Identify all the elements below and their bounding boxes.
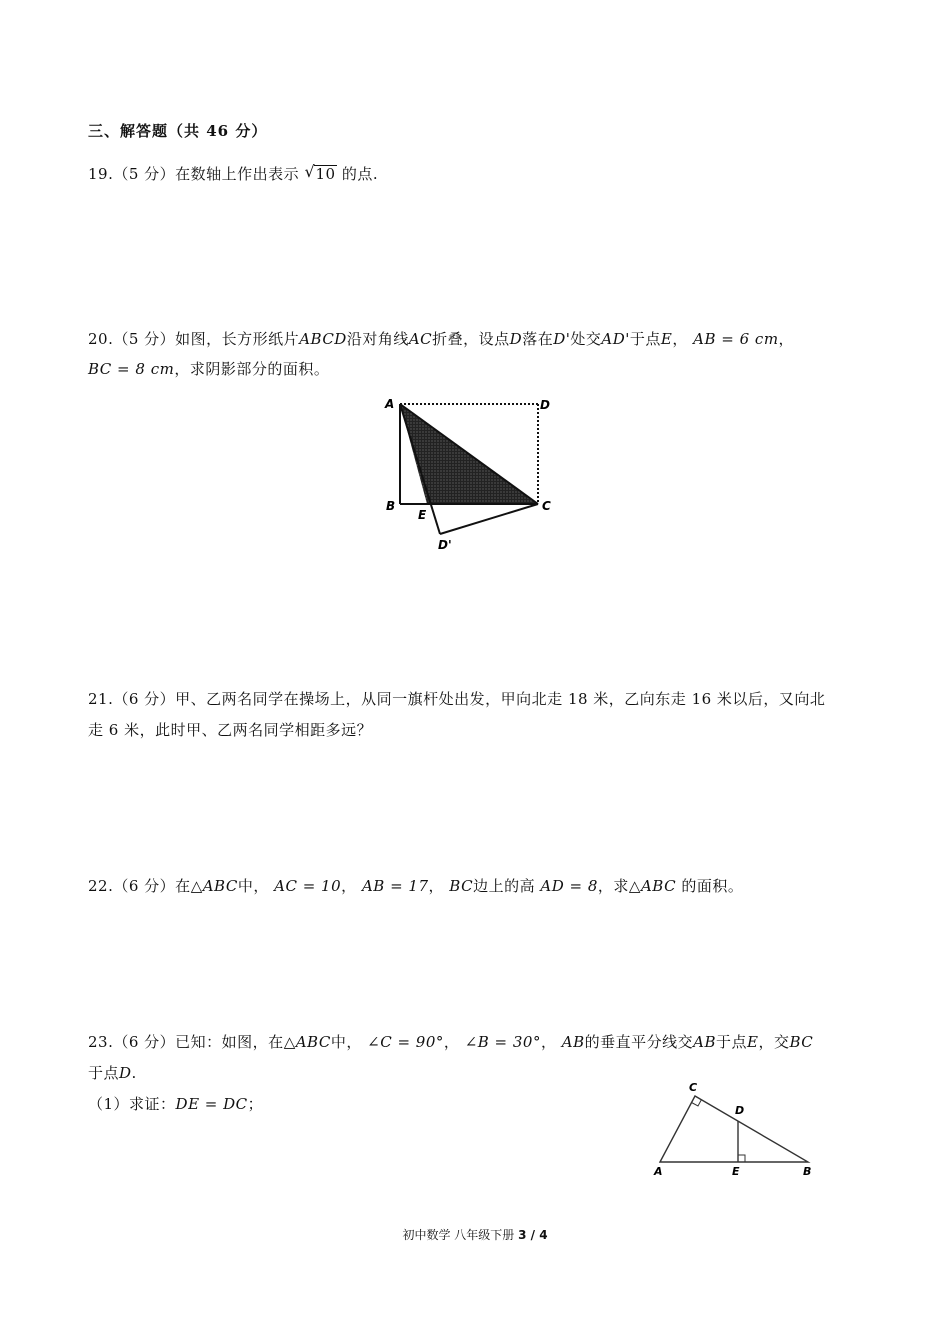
question-22: [88, 875, 743, 896]
math-d: D: [509, 330, 523, 348]
label-dprime: D': [438, 538, 452, 552]
text: 中，: [330, 1033, 362, 1051]
math-ab-eq: AB = 17: [361, 877, 429, 895]
text: ，: [443, 1033, 460, 1051]
question-20-line-2: [88, 358, 329, 379]
text: ，: [341, 877, 357, 895]
label-c: C: [542, 499, 551, 513]
math-e: E: [660, 330, 673, 348]
text: 在: [175, 877, 191, 895]
question-21-line-1: [88, 688, 825, 709]
text: （1）求证：: [88, 1095, 176, 1113]
text: ，交: [758, 1033, 790, 1051]
question-number: 19.: [88, 165, 114, 183]
question-21-line-2: [88, 719, 372, 740]
text: ，: [428, 877, 445, 895]
math-ab-eq: AB = 6 cm: [693, 330, 779, 348]
radical-sign-icon: √: [304, 162, 316, 181]
sqrt-expression: [304, 162, 336, 183]
math-ac-eq: AC = 10: [274, 877, 342, 895]
math-adprime: AD': [601, 330, 630, 348]
question-23-line-2: [88, 1062, 137, 1083]
label-b: B: [386, 499, 396, 513]
math-abcd: ABCD: [299, 330, 347, 348]
question-score: （6 分）: [113, 1033, 176, 1051]
label-d: D: [540, 398, 550, 412]
text: ；: [247, 1095, 264, 1113]
math-ad-eq: AD = 8: [540, 877, 598, 895]
question-number: 21.: [88, 690, 114, 708]
question-score: （6 分）: [113, 690, 176, 708]
math-d: D: [119, 1064, 132, 1082]
math-e: E: [747, 1033, 759, 1051]
math-ab: AB: [561, 1033, 585, 1051]
text: 于点: [629, 330, 661, 348]
text: 于点: [716, 1033, 748, 1051]
question-20-line-1: [88, 328, 794, 349]
question-23-line-1: [88, 1031, 813, 1052]
math-triangle-abc: △ABC: [628, 877, 677, 895]
text: 落在: [522, 330, 554, 348]
folded-rectangle-figure: [380, 392, 560, 552]
question-23-part-1: [88, 1093, 263, 1114]
text: 已知：如图，在: [175, 1033, 284, 1051]
text: .: [131, 1064, 137, 1082]
math-bc-eq: BC = 8 cm: [88, 360, 175, 378]
math-triangle-abc: △ABC: [190, 877, 238, 895]
question-text: 走 6 米，此时甲、乙两名同学相距多远？: [88, 721, 373, 739]
math-de-eq-dc: DE = DC: [175, 1095, 248, 1113]
question-19: [88, 163, 378, 184]
question-text: 甲、乙两名同学在操场上，从同一旗杆处出发，甲向北走 18 米，乙向东走 16 米以后，又向北: [175, 690, 826, 708]
footer-text: 初中数学 八年级下册: [402, 1228, 515, 1242]
text: 处交: [570, 330, 602, 348]
page-number: 3 / 4: [518, 1228, 548, 1242]
question-score: （6 分）: [113, 877, 176, 895]
math-angle-b: ∠B = 30°: [464, 1033, 541, 1051]
math-bc: BC: [449, 877, 474, 895]
text: ，: [672, 330, 688, 348]
section-title: 三、解答题（共 46 分）: [88, 122, 268, 140]
text: 于点: [88, 1064, 120, 1082]
label-d: D: [735, 1104, 745, 1117]
text: 如图，长方形纸片: [175, 330, 300, 348]
math-ac: AC: [408, 330, 433, 348]
math-triangle-abc: △ABC: [283, 1033, 331, 1051]
label-a: A: [385, 397, 395, 411]
text: 中，: [237, 877, 269, 895]
radicand: 10: [315, 165, 336, 183]
right-triangle-figure: [648, 1076, 823, 1181]
label-c: C: [689, 1081, 698, 1094]
question-number: 20.: [88, 330, 114, 348]
math-ab: AB: [693, 1033, 717, 1051]
question-score: （5 分）: [113, 165, 176, 183]
question-number: 22.: [88, 877, 114, 895]
math-bc: BC: [789, 1033, 814, 1051]
triangle-abc: [660, 1096, 808, 1162]
text: ，: [540, 1033, 557, 1051]
question-number: 23.: [88, 1033, 114, 1051]
text: 的面积。: [681, 877, 744, 895]
right-angle-mark-e: [738, 1155, 745, 1162]
label-a: A: [654, 1165, 663, 1178]
question-text-end: 的点.: [341, 165, 379, 183]
math-angle-c: ∠C = 90°: [367, 1033, 444, 1051]
question-score: （5 分）: [113, 330, 176, 348]
text: 的垂直平分线交: [584, 1033, 694, 1051]
page-footer: [0, 1226, 950, 1243]
label-e: E: [418, 508, 427, 522]
text: 沿对角线: [346, 330, 409, 348]
text: ，: [778, 330, 795, 348]
math-dprime: D': [553, 330, 571, 348]
segment-dprime-c: [440, 504, 538, 534]
text: 边上的高: [473, 877, 536, 895]
label-e: E: [732, 1165, 740, 1178]
text: 折叠，设点: [432, 330, 510, 348]
label-b: B: [803, 1165, 812, 1178]
text: ，求: [597, 877, 629, 895]
text: ，求阴影部分的面积。: [174, 360, 330, 378]
question-text: 在数轴上作出表示: [175, 165, 300, 183]
